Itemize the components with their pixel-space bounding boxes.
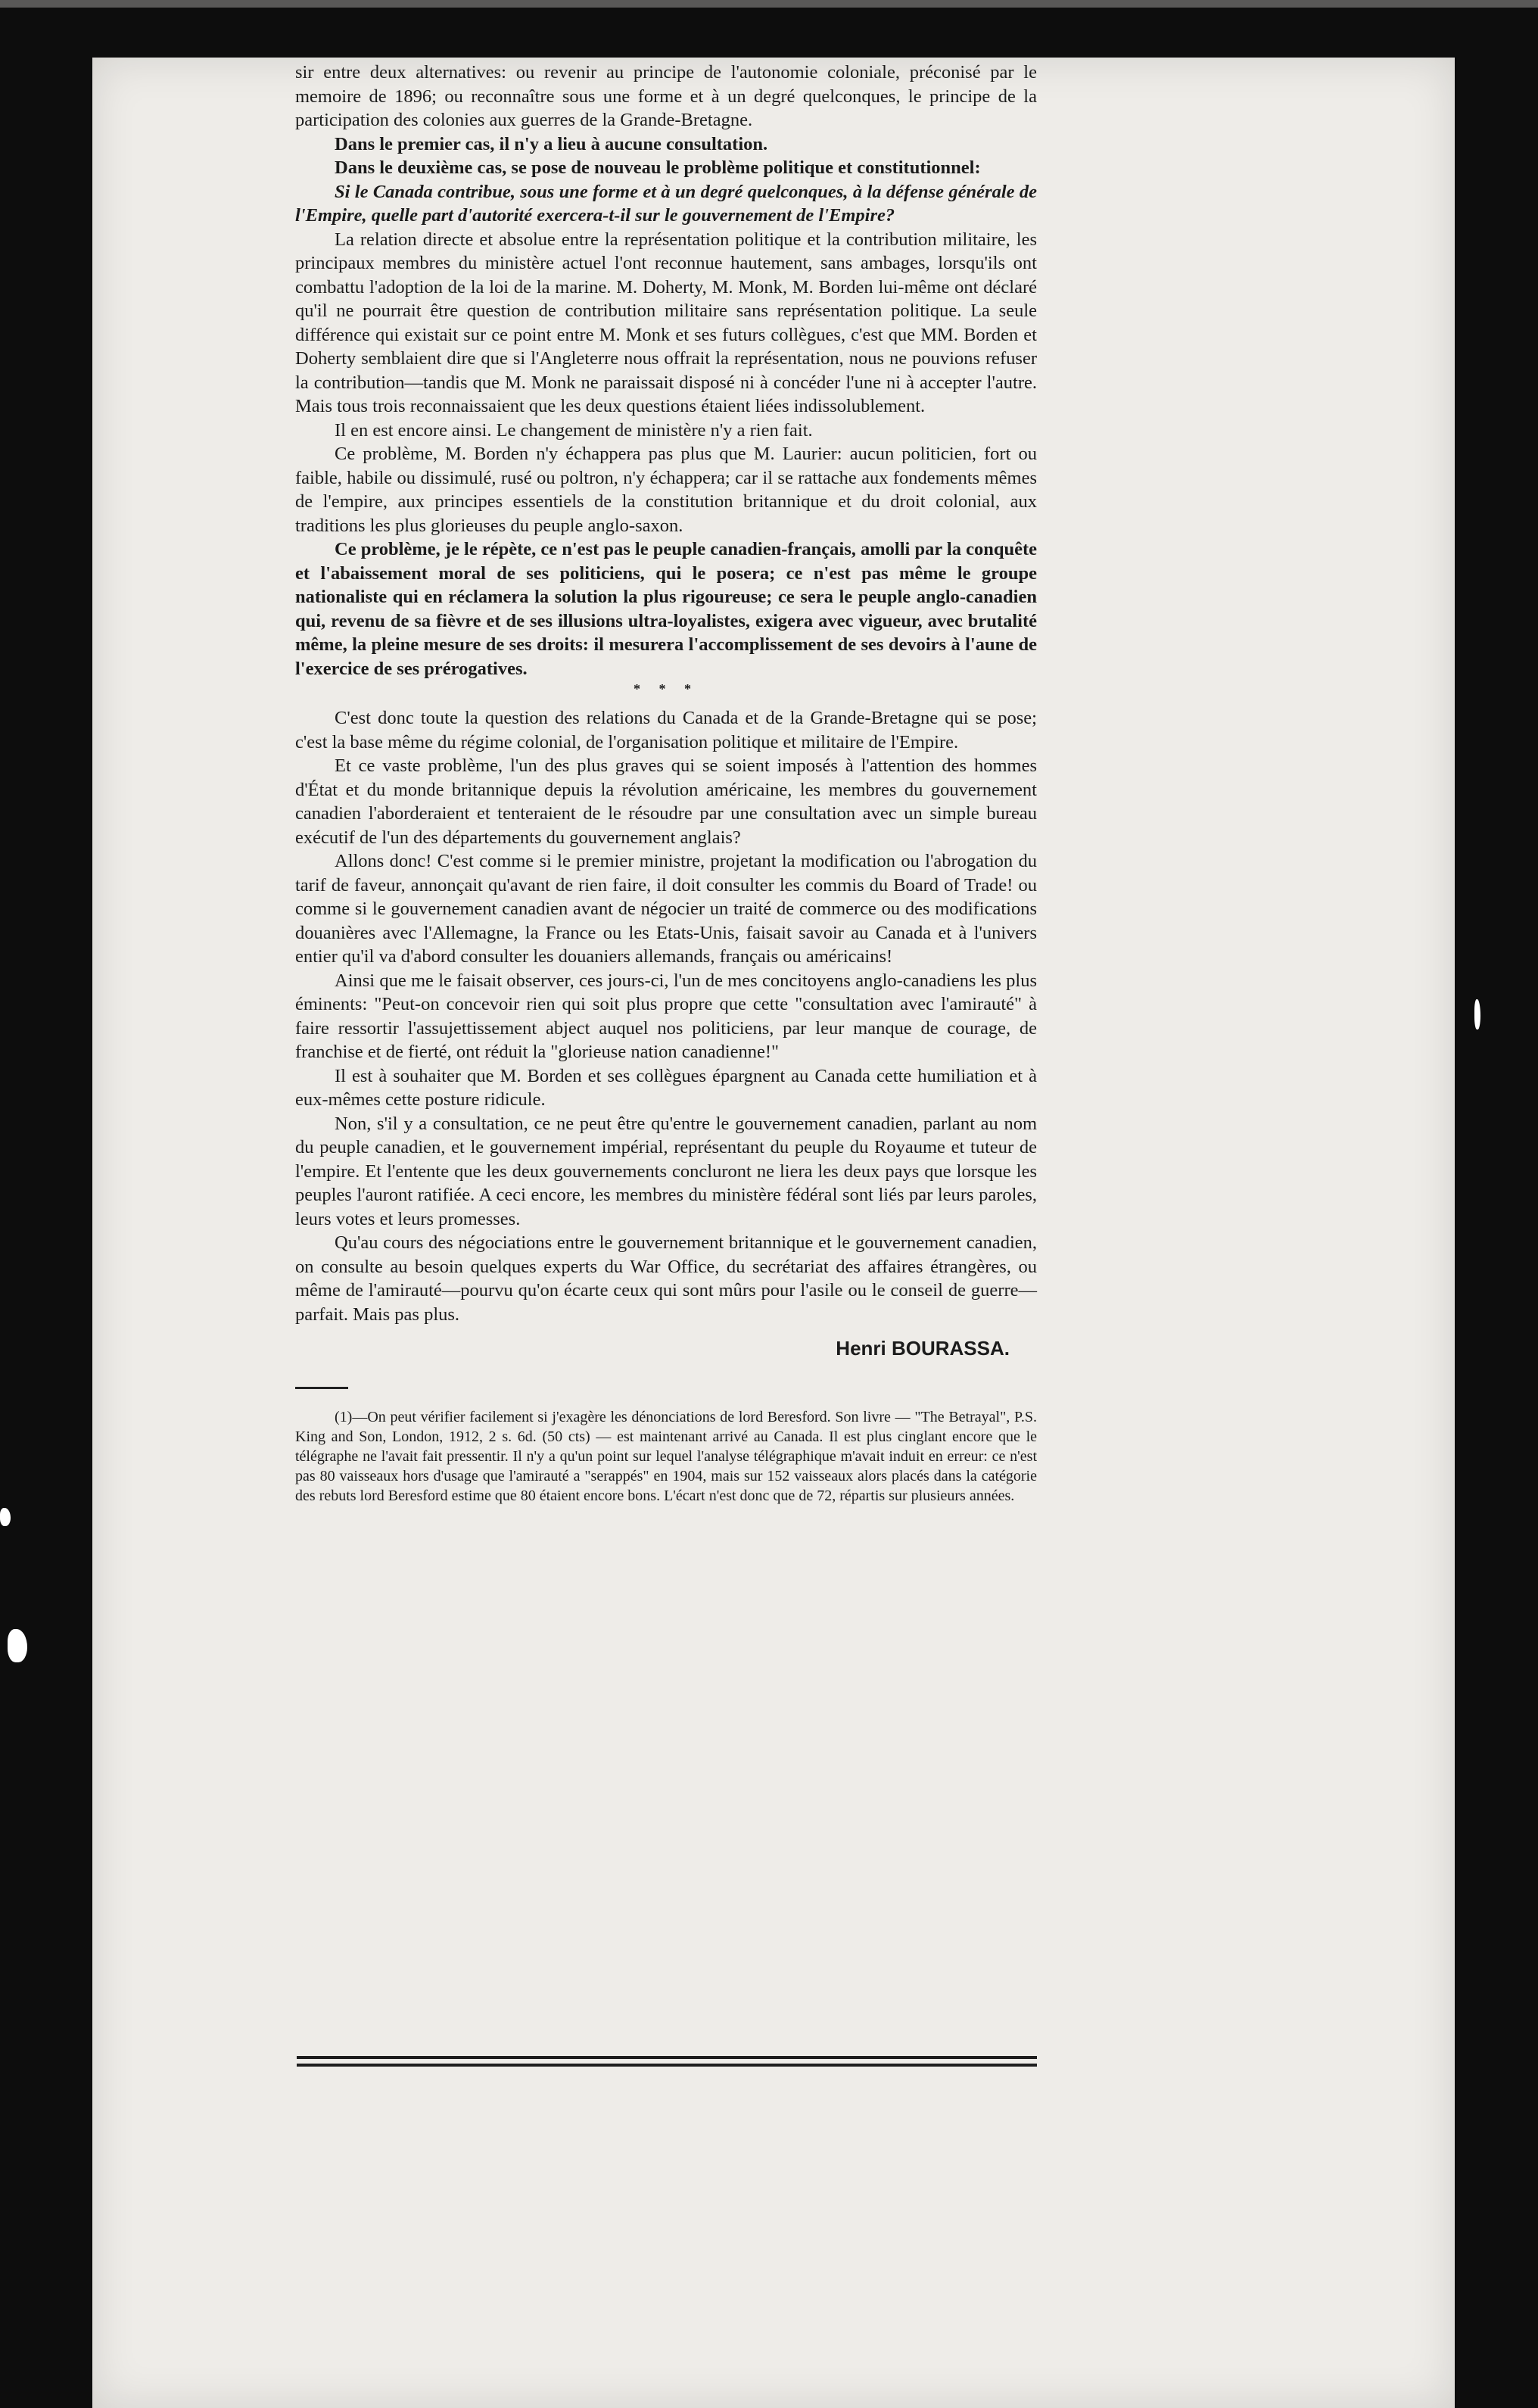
- paragraph-first-case: Dans le premier cas, il n'y a lieu à aucune consultation.: [335, 133, 768, 154]
- paragraph-hope: Il est à souhaiter que M. Borden et ses collègues épargnent au Canada cette humiliation et à eux-mêmes cette posture ridicule.: [295, 1065, 1037, 1110]
- film-speck: [8, 1629, 27, 1662]
- footnote: (1)—On peut vérifier facilement si j'exagère les dénonciations de lord Beresford. Son livre — "The Betrayal", P.S. King and Son, London, 1912, 2 s. 6d. (50 cts) — est maintenant arrivé au Canada. Il est plus cinglant encore que le télégraphe ne l'avait fait pressentir. Il n'y a qu'un point sur lequel l'analyse télégraphique m'avait induit en erreur: ce n'est pas 80 vaisseaux hors d'usage que l'amirauté a "serappés" en 1904, mais sur 152 vaisseaux alors placés dans la catégorie des rebuts lord Beresford estime que 80 étaient encore bons. L'écart n'est donc que de 72, répartis sur plusieurs années.: [295, 1408, 1037, 1504]
- paragraph-negotiations: Qu'au cours des négociations entre le gouvernement britannique et le gouvernement canadien, on consulte au besoin quelques experts du War Office, du secrétariat des affaires étrangères, ou même de l'amirauté—pourvu qu'on écarte ceux qui sont mûrs pour l'asile ou le conseil de guerre—parfait. Mais pas plus.: [295, 1232, 1037, 1325]
- paragraph-consultation: Non, s'il y a consultation, ce ne peut être qu'entre le gouvernement canadien, parlant au nom du peuple canadien, et le gouvernement impérial, représentant du peuple du Royaume et tuteur de l'empire. Et l'entente que les deux gouvernements concluront ne liera les deux pays que lorsque les peuples l'auront ratifiée. A ceci encore, les membres du ministère fédéral sont liés par leurs paroles, leurs votes et leurs promesses.: [295, 1113, 1037, 1229]
- author-signature: Henri BOURASSA.: [836, 1337, 1010, 1360]
- paragraph-second-case: Dans le deuxième cas, se pose de nouveau le problème politique et constitutionnel:: [335, 157, 981, 178]
- end-double-rule: [297, 2056, 1037, 2070]
- paragraph-problem-repeat: Ce problème, je le répète, ce n'est pas le peuple canadien-français, amolli par la conquête et l'abaissement moral de ses politiciens, qui le posera; ce n'est pas même le groupe nationaliste qui en réclamera la solution la plus rigoureuse; ce sera le peuple anglo-canadien qui, revenu de sa fièvre et de ses illusions ultra-loyalistes, exigera avec vigueur, avec brutalité même, la pleine mesure de ses droits: il mesurera l'accomplissement de ses devoirs à l'aune de l'exercice de ses prérogatives.: [295, 539, 1037, 679]
- film-edge-strip: [0, 0, 1538, 8]
- paragraph-whole-question: C'est donc toute la question des relations du Canada et de la Grande-Bretagne qui se pose; c'est la base même du régime colonial, de l'organisation politique et militaire de l'Empire.: [295, 708, 1037, 752]
- paragraph-observation: Ainsi que me le faisait observer, ces jours-ci, l'un de mes concitoyens anglo-canadiens les plus éminents: "Peut-on concevoir rien qui soit plus propre que cette "consultation avec l'amirauté" à faire ressortir l'assujettissement abject auquel nos politiciens, par leur manque de courage, de franchise et de fierté, ont réduit la "glorieuse nation canadienne!": [295, 970, 1037, 1062]
- paragraph-allons-donc: Allons donc! C'est comme si le premier ministre, projetant la modification ou l'abrogation du tarif de faveur, annonçait qu'avant de rien faire, il doit consulter les commis du Board of Trade! ou comme si le gouvernement canadien avant de négocier un traité de commerce ou des modifications douanières avec l'Allemagne, la France ou les Etats-Unis, faisait savoir au Canada et à l'univers entier qu'il va d'abord consulter les douaniers allemands, français ou américains!: [295, 851, 1037, 967]
- section-separator: * * *: [634, 681, 699, 696]
- paragraph-representation: La relation directe et absolue entre la représentation politique et la contribution militaire, les principaux membres du ministère actuel l'ont reconnue hautement, sans ambages, lorsqu'ils ont combattu l'adoption de la loi de la marine. M. Doherty, M. Monk, M. Borden lui-même ont déclaré qu'il ne pourrait être question de contribution militaire sans représentation politique. La seule différence qui existait sur ce point entre M. Monk et ses futurs collègues, c'est que MM. Borden et Doherty semblaient dire que si l'Angleterre nous offrait la représentation, nous ne pouvions refuser la contribution—tandis que M. Monk ne paraissait disposé ni à concéder l'une ni à accepter l'autre. Mais tous trois reconnaissaient que les deux questions étaient liées indissolublement.: [295, 229, 1037, 416]
- paragraph-vast-problem: Et ce vaste problème, l'un des plus graves qui se soient imposés à l'attention des hommes d'État et du monde britannique depuis la révolution américaine, les membres du gouvernement canadien l'aborderaient et tenteraient de le résoudre par une consultation avec un simple bureau exécutif de l'un des départements du gouvernement anglais?: [295, 755, 1037, 848]
- footnote-rule: [295, 1387, 348, 1389]
- paragraph-intro: sir entre deux alternatives: ou revenir au principe de l'autonomie coloniale, préconisé par le memoire de 1896; ou reconnaître sous une forme et à un degré quelconques, le principe de la participation des colonies aux guerres de la Grande-Bretagne.: [295, 62, 1037, 130]
- paragraph-problem-borden: Ce problème, M. Borden n'y échappera pas plus que M. Laurier: aucun politicien, fort ou faible, habile ou dissimulé, rusé ou poltron, n'y échappera; car il se rattache aux fondements mêmes de l'empire, aux principes essentiels de la constitution britannique et du droit colonial, aux traditions les plus glorieuses du peuple anglo-saxon.: [295, 444, 1037, 536]
- paragraph-key-question: Si le Canada contribue, sous une forme et à un degré quelconques, à la défense générale de l'Empire, quelle part d'autorité exercera-t-il sur le gouvernement de l'Empire?: [295, 181, 1037, 226]
- paragraph-still-so: Il en est encore ainsi. Le changement de ministère n'y a rien fait.: [335, 419, 813, 441]
- film-speck: [1474, 999, 1480, 1030]
- film-speck: [0, 1508, 11, 1526]
- article-body: [295, 61, 1037, 1506]
